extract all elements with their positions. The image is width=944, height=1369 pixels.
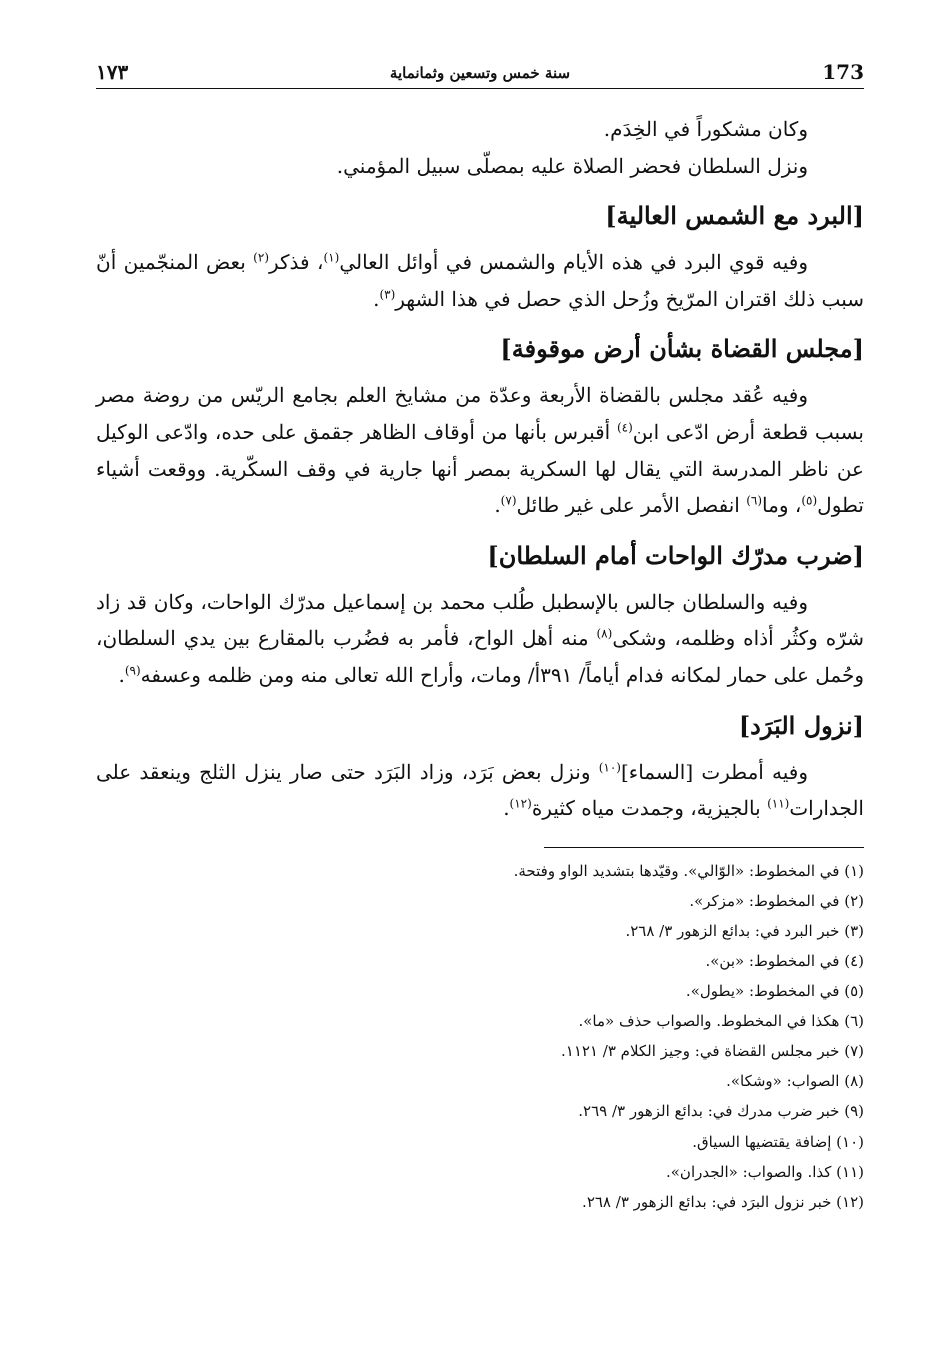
book-page — [96, 48, 864, 1217]
paragraph-text: وفيه عُقد مجلس بالقضاة الأربعة وعدّة من مشايخ العلم بجامع الريّس من روضة مصر بسبب قطعة أرض ادّعى ابن — [96, 383, 864, 444]
footnote-ref: (٦) — [746, 493, 763, 508]
paragraph-text: أقبرس بأنها من أوقاف الظاهر جقمق على حده، وادّعى الوكيل عن ناظر المدرسة التي يقال لها السكرية بمصر أنها جارية في وقف السكّرية. ووقعت أشياء تطول — [96, 419, 864, 518]
footnote-ref: (١٢) — [509, 796, 532, 811]
paragraph-text: . — [494, 493, 501, 518]
footnote-ref: (٣) — [379, 287, 396, 302]
footnote-ref: (١٠) — [598, 759, 621, 774]
footnote: (٧) خبر مجلس القضاة في: وجيز الكلام ٣/ ١١٢١. — [560, 1042, 864, 1061]
paragraph-text: ، وما — [762, 493, 802, 518]
footnote-ref: (٨) — [596, 626, 613, 641]
footnote: (٢) في المخطوط: «مزكر». — [689, 891, 864, 910]
section-heading: [ضرب مدرّك الواحات أمام السلطان] — [487, 540, 864, 570]
paragraph-text: بعض المنجّمين أنّ سبب ذلك اقتران المرّيخ وزُحل الذي حصل في هذا الشهر — [96, 250, 864, 311]
paragraph-text: وكان مشكوراً في الخِدَم. — [603, 117, 808, 141]
footnote-ref: (١) — [323, 250, 340, 265]
running-title: سنة خمس وتسعين وثمانماية — [389, 64, 571, 82]
footnote-ref: (٩) — [124, 663, 141, 678]
paragraph-text: وفيه قوي البرد في هذه الأيام والشمس في أوائل العالي — [339, 250, 808, 275]
page-number-latin: 173 — [822, 60, 864, 84]
paragraph-text: . — [503, 796, 510, 821]
running-header — [96, 48, 864, 89]
paragraph-text: وفيه والسلطان جالس بالإسطبل طُلب محمد بن إسماعيل مدرّك الواحات، وكان قد زاد شرّه وكثُر أذاه وظلمه، وشكى — [96, 589, 864, 651]
footnote-ref: (٧) — [500, 493, 517, 508]
paragraph-text: انفصل الأمر على غير طائل — [516, 493, 747, 518]
paragraph — [96, 754, 864, 827]
paragraph-text: بالجيزية، وجمدت مياه كثيرة — [531, 796, 768, 821]
footnote: (٥) في المخطوط: «يطول». — [685, 982, 864, 1001]
section-heading: [نزول البَرَد] — [738, 710, 864, 740]
footnote-ref: (٥) — [801, 493, 818, 508]
footnote: (١١) كذا. والصواب: «الجدران». — [665, 1162, 864, 1181]
footnote: (١٠) إضافة يقتضيها السياق. — [692, 1132, 864, 1151]
main-text — [96, 111, 864, 827]
footnote-ref: (٢) — [253, 250, 269, 265]
paragraph-text: وفيه أمطرت [السماء] — [620, 759, 809, 784]
section-heading: [البرد مع الشمس العالية] — [605, 201, 864, 231]
section-heading: [مجلس القضاة بشأن أرض موقوفة] — [500, 334, 864, 364]
footnote: (٣) خبر البرد في: بدائع الزهور ٣/ ٢٦٨. — [625, 921, 864, 940]
footnote: (٤) في المخطوط: «بن». — [705, 952, 864, 970]
paragraph — [96, 584, 864, 694]
footnote-divider — [544, 847, 864, 848]
paragraph-text: . — [373, 286, 380, 311]
paragraph — [96, 148, 864, 185]
paragraph-text: ونزل السلطان فحضر الصلاة عليه بمصلّى سبيل المؤمني. — [336, 153, 808, 178]
footnote: (٩) خبر ضرب مدرك في: بدائع الزهور ٣/ ٢٦٩. — [578, 1102, 864, 1121]
page-number-arabic: ١٧٣ — [96, 60, 129, 84]
footnote: (٨) الصواب: «وشكا». — [726, 1072, 864, 1091]
footnote-ref: (١١) — [767, 796, 790, 811]
footnote: (١) في المخطوط: «الوّالي». وقيّدها بتشديد الواو وفتحة. — [513, 861, 864, 880]
footnote: (١٢) خبر نزول البرَد في: بدائع الزهور ٣/ ٢٦٨. — [582, 1192, 864, 1211]
paragraph-text: ونزل بعض بَرَد، وزاد البَرَد حتى صار ينزل الثلج وينعقد على الجدارات — [96, 759, 864, 821]
footnote: (٦) هكذا في المخطوط. والصواب حذف «ما». — [578, 1012, 864, 1031]
paragraph-text: . — [118, 662, 125, 687]
paragraph — [96, 111, 864, 148]
paragraph — [96, 377, 864, 523]
footnote-ref: (٤) — [616, 420, 633, 435]
footnotes — [96, 856, 864, 1217]
paragraph-text: منه أهل الواح، فأمر به فضُرب بالمقارع بين يدي السلطان، وحُمل على حمار لمكانه فدام أياماً/ ٣٩١أ/ ومات، وأراح الله تعالى منه ومن ظلمه وعسفه — [96, 626, 864, 687]
paragraph-text: ، فذكر — [269, 250, 324, 275]
paragraph — [96, 244, 864, 317]
